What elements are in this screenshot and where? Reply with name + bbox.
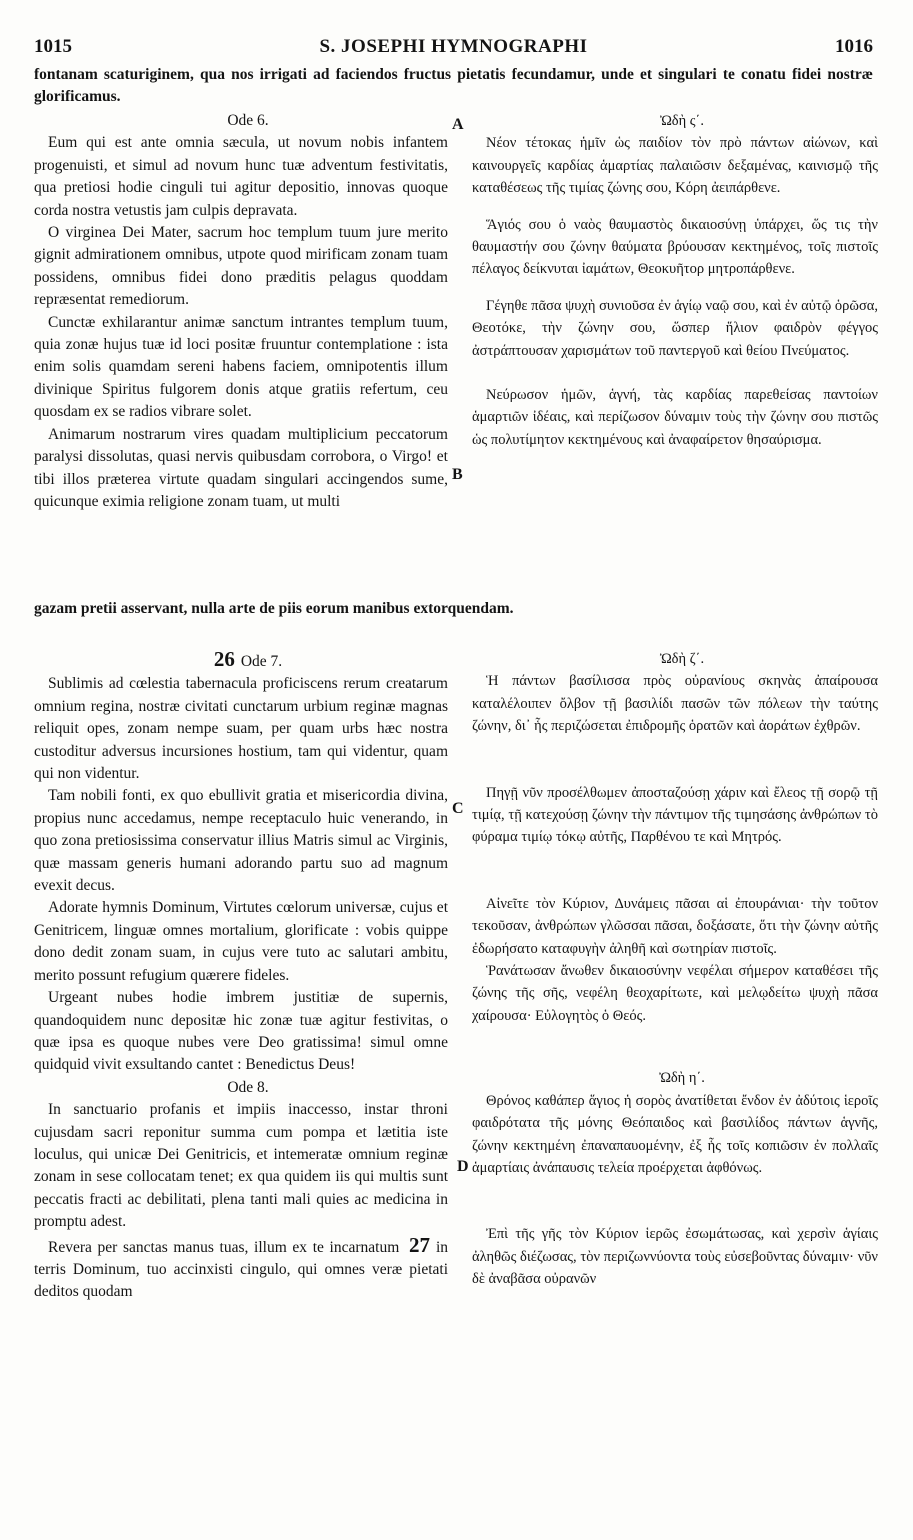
latin-ode6-stanza-1: Eum qui est ante omnia sæcula, ut novum nobis infantem progenuisti, et simul ad novum hunc tuæ adventum festivitatis, qua pretiosi hodie cinguli tui agitur depositio, innovas quoque corda nostra vetustis jam culpis depravata.: [34, 134, 448, 219]
latin-ode7-heading-line: [34, 648, 448, 673]
latin-ode6-stanza-4-continuation: gazam pretii asservant, nulla arte de piis eorum manibus extorquendam.: [34, 600, 514, 617]
latin-ode8-stanza-2-part-a: Revera per sanctas manus tuas, illum ex te incarnatum: [48, 1238, 400, 1256]
page-number-left: 1015: [34, 36, 72, 57]
greek-ode6-heading: Ὠδὴ ς΄.: [659, 113, 704, 129]
greek-column-upper: [472, 110, 878, 451]
greek-ode7-heading: Ὠδὴ ζ΄.: [659, 651, 705, 667]
latin-ode8-stanza-1: In sanctuario profanis et impiis inaccesso, instar throni cujusdam sacri reponitur summa cum pompa et lætitia iste loculus, qui unicæ Dei Genitricis, et intemeratæ omnium reginæ zonam in sese collocatam tenet; ex qua quidem iis qui multis sunt peccatis fracti ac debilitati, plena tanti mali quies ac medicina in promptu adest.: [34, 1101, 448, 1231]
greek-ode8-heading: Ὠδὴ η΄.: [659, 1070, 705, 1087]
greek-ode7-stanza-1: Ἡ πάντων βασίλισσα πρὸς οὐρανίους σκηνὰς ἀπαίρουσα καταλέλοιπεν ὄλβον τῇ βασιλίδι πασῶν τῶν πόλεων τὴν ταύτης ζώνην, δι᾽ ἧς περιζώσεται ἐπιδρομῆς ὁρατῶν καὶ ἀοράτων ἐχθρῶν.: [472, 673, 878, 735]
greek-ode6-stanza-4: Νεύρωσον ἡμῶν, ἁγνή, τὰς καρδίας παρεθείσας παντοίων ἁμαρτιῶν ἰδέαις, καὶ περίζωσον δύναμιν τοὺς τὴν ζώνην σου πιστῶς ὡς πολυτίμητον κεκτημένους καὶ ἀναφαίρετον θησαύρισμα.: [472, 387, 878, 448]
column-number-27: 27: [408, 1232, 430, 1257]
latin-ode7-heading: Ode 7.: [240, 653, 283, 670]
greek-ode8-stanza-1: Θρόνος καθάπερ ἅγιος ἡ σορὸς ἀνατίθεται ἔνδον ἐν ἀδύτοις ἱεροῖς φαιδρότατα τῆς μόνης Θεόπαιδος καὶ βασιλίδος πάντων ἁγνῆς, ζώνην κεκτημένη ἐπαναπαυομένην, ἐξ ἧς τοῖς κοπιῶσιν ἐν πολλαῖς ἁμαρτίαις ἀνάπαυσις τελεία προέρχεται ἀφθόνως.: [472, 1092, 878, 1176]
column-number-26: 26: [213, 647, 235, 671]
page-number-right: 1016: [835, 36, 873, 57]
intro-text: fontanam scaturiginem, qua nos irrigati ad faciendos fructus pietatis fecundamur, unde et singulari te conatu fidei nostræ glorificamus.: [34, 66, 873, 105]
latin-ode8-heading: Ode 8.: [227, 1078, 269, 1096]
greek-ode8-stanza-2: Ἐπὶ τῆς γῆς τὸν Κύριον ἱερῶς ἐσωμάτωσας, καὶ χερσὶν ἁγίαις ἀληθῶς διέζωσας, τὸν περιζωννύοντα τοὺς εὐσεβοῦντας δύναμιν· νῦν δὲ ἀναβᾶσα οὐρανῶν: [472, 1226, 878, 1288]
greek-column-lower: [472, 648, 878, 1291]
latin-ode6-heading: Ode 6.: [227, 112, 269, 129]
greek-ode7-stanza-2: Πηγῇ νῦν προσέλθωμεν ἀποσταζούσῃ χάριν καὶ ἔλεος τῇ σορῷ τῇ τιμίᾳ, τῇ κατεχούσῃ ζώνην τὴν πάντιμον τῆς τιμησάσης ἀνθρώπων τὸ φύραμα τιμίῳ τόκῳ αὐτῆς, Παρθένου τε καὶ Μητρός.: [472, 784, 878, 846]
greek-ode6-stanza-1: Νέον τέτοκας ἡμῖν ὡς παιδίον τὸν πρὸ πάντων αἰώνων, καὶ καινουργεῖς καρδίας ἁμαρτίας παλαιῶσιν δεξαμένας, καινισμῷ τῆς καταθέσεως τῆς τιμίας ζώνης σου, Κόρη ἀειπάρθενε.: [472, 135, 878, 197]
latin-ode7-stanza-2: Tam nobili fonti, ex quo ebullivit gratia et misericordia divina, propius nunc accedamus, nempe receptaculo huic venerando, in quo zona pretiosissima conservatur illius Matris simul ac Virginis, quæ massam generis humani adorando partu suo ad magnum evexit decus.: [34, 787, 448, 895]
latin-ode8-stanza-2: [34, 1234, 448, 1304]
greek-ode6-stanza-2: Ἅγιός σου ὁ ναὸς θαυμαστὸς δικαιοσύνῃ ὑπάρχει, ὥς τις τὴν θαυμαστήν σου ζώνην θαύματα βρύουσαν κεκτημένος, τοῖς πιστοῖς πέλαγος δείκνυται ἰαμάτων, Θεοκυῆτορ μητροπάρθενε.: [472, 216, 878, 278]
latin-ode7-stanza-3: Adorate hymnis Dominum, Virtutes cœlorum universæ, cujus et Genitricem, linguæ omnes mortalium, glorificate : vobis quippe dono dedit zonam suam, in cujus vere tuto ac salutari ambitu, merito possunt refugium quærere fideles.: [34, 899, 448, 984]
greek-ode6-stanza-3: Γέγηθε πᾶσα ψυχὴ συνιοῦσα ἐν ἁγίῳ ναῷ σου, καὶ ἐν αὐτῷ ὁρῶσα, Θεοτόκε, τὴν ζώνην σου, ὥσπερ ἥλιον φαιδρὸν φέγγος ἀστράπτουσαν χαρισμάτων τοῦ παντεργοῦ καὶ θείου Πνεύματος.: [472, 297, 878, 359]
latin-ode7-stanza-4: Urgeant nubes hodie imbrem justitiæ de supernis, quandoquidem nunc depositæ hic zonæ tuæ agitur festivitas, o quæ ipsa es quoque nubes vere Deo gratissima! simul omne quidquid vivit exsultando cantet : Benedictus Deus!: [34, 989, 448, 1074]
margin-letter-a: A: [452, 116, 464, 133]
latin-ode6-stanza-3: Cunctæ exhilarantur animæ sanctum intrantes templum tuum, quia zonæ hujus tuæ id loci positæ fruuntur contemplatione : ista enim solis quamdam sereni habens faciem, omnipotentis illum divinique Spiritus fulgorem donis atque gratiis refertum, ceu quosdam ex se radios vibrare solet.: [34, 313, 448, 421]
latin-column-lower: [34, 648, 448, 1304]
latin-column: [34, 110, 448, 513]
page-header: [34, 36, 873, 64]
latin-ode6-stanza-2: O virginea Dei Mater, sacrum hoc templum tuum jure merito gignit admirationem omnibus, utpote quod mirificam zonam tuam possidens, omnibus fidei dono præditis pelagus quoddam repræsentat remediorum.: [34, 224, 448, 309]
greek-ode7-stanza-3: Αἰνεῖτε τὸν Κύριον, Δυνάμεις πᾶσαι αἱ ἐπουράνιαι· τὴν τοῦτον τεκοῦσαν, ἀνθρώπων γλῶσσαι πᾶσαι, δοξάσατε, ὅτι τὴν ζώνην αὐτῆς ἐδωρήσατο καταφυγὴν ἀληθῆ καὶ σωτηρίαν πιστοῖς.: [472, 895, 878, 957]
greek-ode7-stanza-4: Ῥανάτωσαν ἄνωθεν δικαιοσύνην νεφέλαι σήμερον καταθέσει τῆς ζώνης τῆς σῆς, νεφέλη θεοχαρίτωτε, καὶ μελῳδείτω ψυχὴ πᾶσα χαίρουσα· Εὐλογητὸς ὁ Θεός.: [472, 963, 878, 1024]
margin-letter-c: C: [452, 800, 464, 817]
margin-letter-d: D: [457, 1158, 469, 1175]
latin-ode7-stanza-1: Sublimis ad cœlestia tabernacula proficiscens rerum creatarum omnium regina, nostræ civitati cunctarum urbium reginæ magnas reliquit opes, zonam nempe suam, per quam urbs hæc nostra custoditur adversus incursiones hostium, tam qui videntur, quam qui non videntur.: [34, 675, 448, 783]
latin-ode6-stanza-4: Animarum nostrarum vires quadam multiplicium peccatorum paralysi dissolutas, quasi nervis quibusdam corrobora, o Virgo! et tibi illos præterea virtute quadam singulari accingendos sume, quicunque eximia religione zonam tuam, ut multi: [34, 425, 448, 510]
margin-letter-b: B: [452, 466, 463, 483]
latin-ode8-stanza-2-part-b: in terris Dominum, tuo accinxisti cingulo, qui omnes veræ pietati deditos quodam: [34, 1238, 449, 1301]
running-title: S. JOSEPHI HYMNOGRAPHI: [319, 36, 588, 57]
